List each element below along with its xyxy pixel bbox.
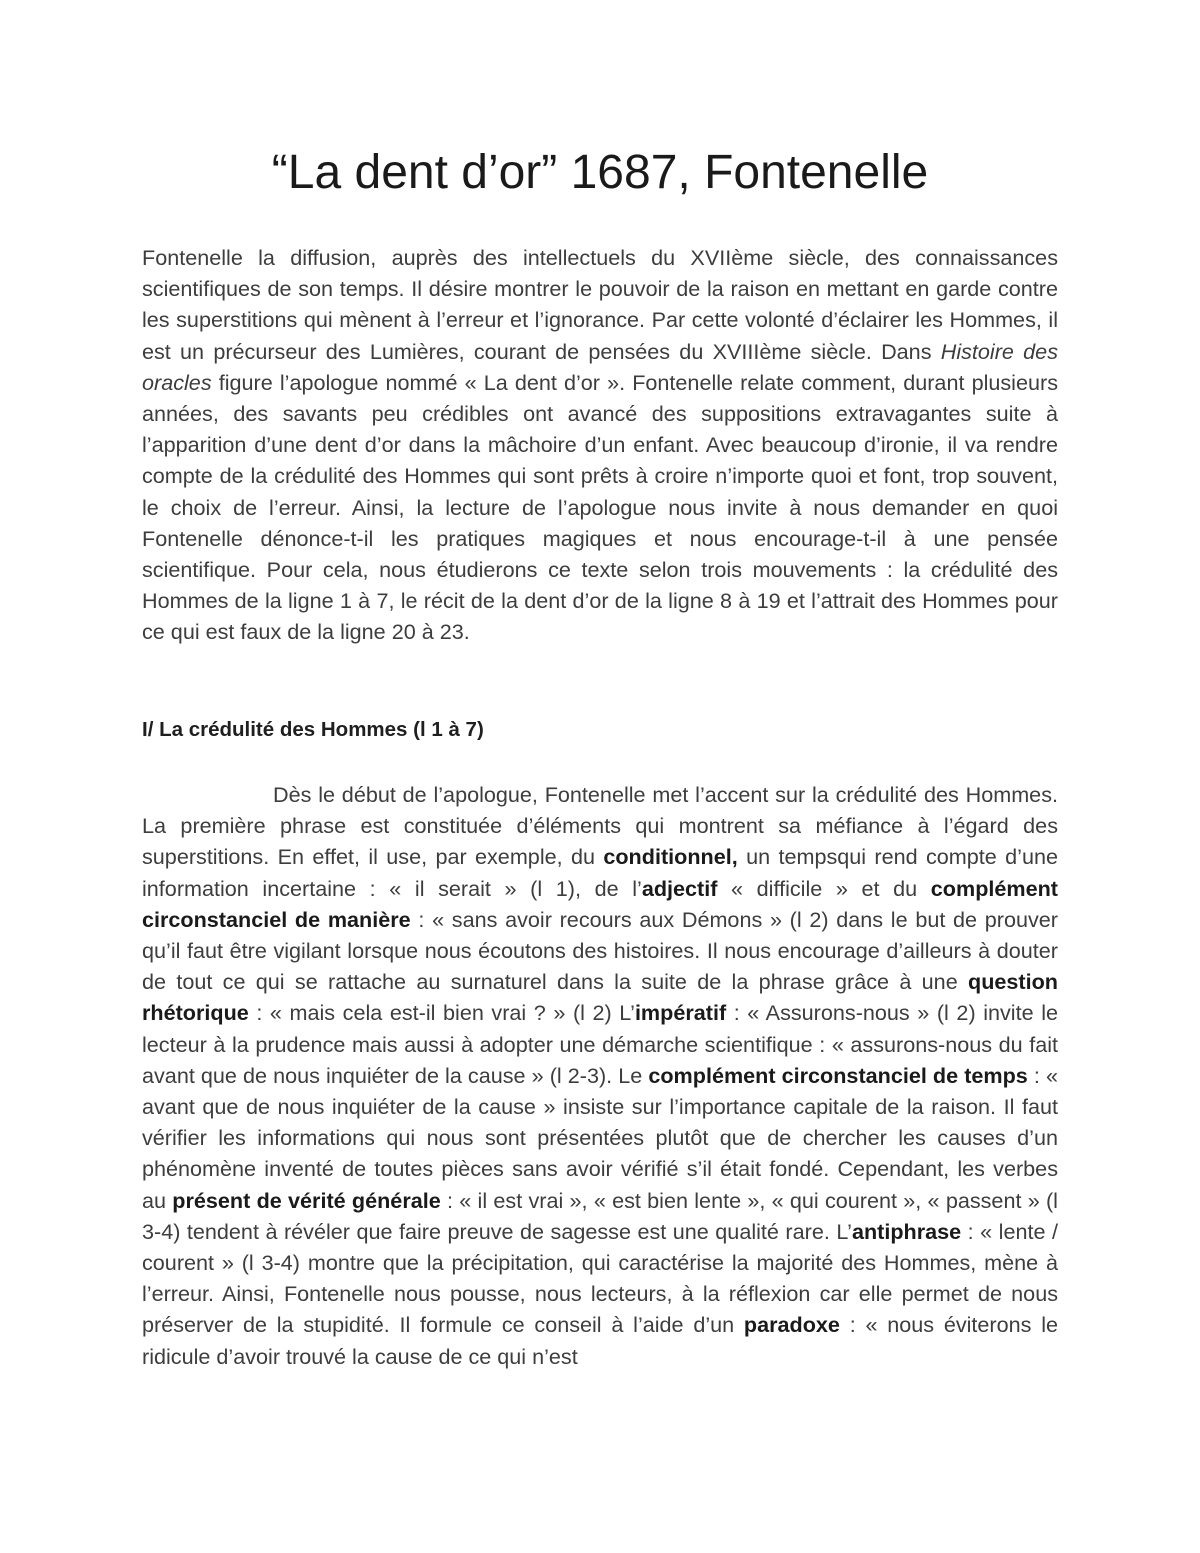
text-run: : « lente / courent » (l 3-4) montre que la précipitation, qui caractérise la majorité des Hommes, mène à l’erreur. Ainsi, Fontenelle nous pousse, nous lecteurs, à la réflexion car elle permet de nous préserver de la stupidité. Il formule ce conseil à l’aide d’un [142,1218,1058,1338]
section-heading: I/ La crédulité des Hommes (l 1 à 7) [142,718,484,741]
text-run: : « sans avoir recours aux Démons » (l 2) dans le but de prouver qu’il faut être vigilant lorsque nous écoutons des histoires. Il nous encourage d’ailleurs à douter de tout ce qui se rattache au surnaturel dans la suite de la phrase grâce à une [142,906,1058,995]
emphasis-term: impératif [634,1000,727,1026]
emphasis-term: présent de vérité générale [172,1187,441,1213]
text-run: : « mais cela est-il bien vrai ? » (l 2) L’ [248,1000,635,1026]
emphasis-term: paradoxe [743,1312,840,1338]
emphasis-term: adjectif [641,875,718,901]
text-run: « difficile » et du [717,875,931,901]
text-run: figure l’apologue nommé « La dent d’or ». Fontenelle relate comment, durant plusieurs années, des savants peu crédibles ont avancé des suppositions extravagantes suite à l’apparition d’une dent d’or dans la mâchoire d’un enfant. Avec beaucoup d’ironie, il va rendre compte de la crédulité des Hommes qui sont prêts à croire n’importe quoi et font, trop souvent, le choix de l’erreur. Ainsi, la lecture de l’apologue nous invite à nous demander en quoi Fontenelle dénonce-t-il les pratiques magiques et nous encourage-t-il à une pensée scientifique. Pour cela, nous étudierons ce texte selon trois mouvements : la crédulité des Hommes de la ligne 1 à 7, le récit de la dent d’or de la ligne 8 à 19 et l’attrait des Hommes pour ce qui est faux de la ligne 20 à 23. [142,369,1058,645]
text-run: : « avant que de nous inquiéter de la cause » insiste sur l’importance capitale de la raison. Il faut vérifier les informations qui nous sont présentées plutôt que de chercher les causes d’un phénomène inventé de toutes pièces sans avoir vérifié s’il était fondé. Cependant, les verbes au [142,1062,1058,1213]
text-run: : « nous éviterons le ridicule d’avoir trouvé la cause de ce qui n’est [142,1312,1059,1369]
section-paragraph [142,779,1058,1372]
emphasis-term: conditionnel, [603,844,738,870]
emphasis-term: complément circonstanciel de manière [142,875,1058,932]
emphasis-term: complément circonstanciel de temps [648,1062,1028,1088]
intro-paragraph [142,242,1058,648]
book-title: Histoire des oracles [142,338,1058,395]
text-run: Fontenelle la diffusion, auprès des intellectuels du XVIIème siècle, des connaissances scientifiques de son temps. Il désire montrer le pouvoir de la raison en mettant en garde contre les superstitions qui mènent à l’erreur et l’ignorance. Par cette volonté d’éclairer les Hommes, il est un précurseur des Lumières, courant de pensées du XVIIIème siècle. Dans [142,245,1058,364]
text-run: : « il est vrai », « est bien lente », « qui courent », « passent » (l 3-4) tendent à révéler que faire preuve de sagesse est une qualité rare. L’ [142,1187,1058,1244]
text-run: Dès le début de l’apologue, Fontenelle met l’accent sur la crédulité des Hommes. La première phrase est constituée d’éléments qui montrent sa méfiance à l’égard des superstitions. En effet, il use, par exemple, du [142,782,1058,870]
text-run: : « Assurons-nous » (l 2) invite le lecteur à la prudence mais aussi à adopter une démarche scientifique : « assurons-nous du fait avant que de nous inquiéter de la cause » (l 2-3). Le [142,1000,1058,1088]
emphasis-term: antiphrase [851,1218,962,1244]
text-run: un tempsqui rend compte d’une information incertaine : « il serait » (l 1), de l’ [142,844,1058,901]
document-title: “La dent d’or” 1687, Fontenelle [271,146,929,199]
emphasis-term: question rhétorique [142,969,1058,1026]
